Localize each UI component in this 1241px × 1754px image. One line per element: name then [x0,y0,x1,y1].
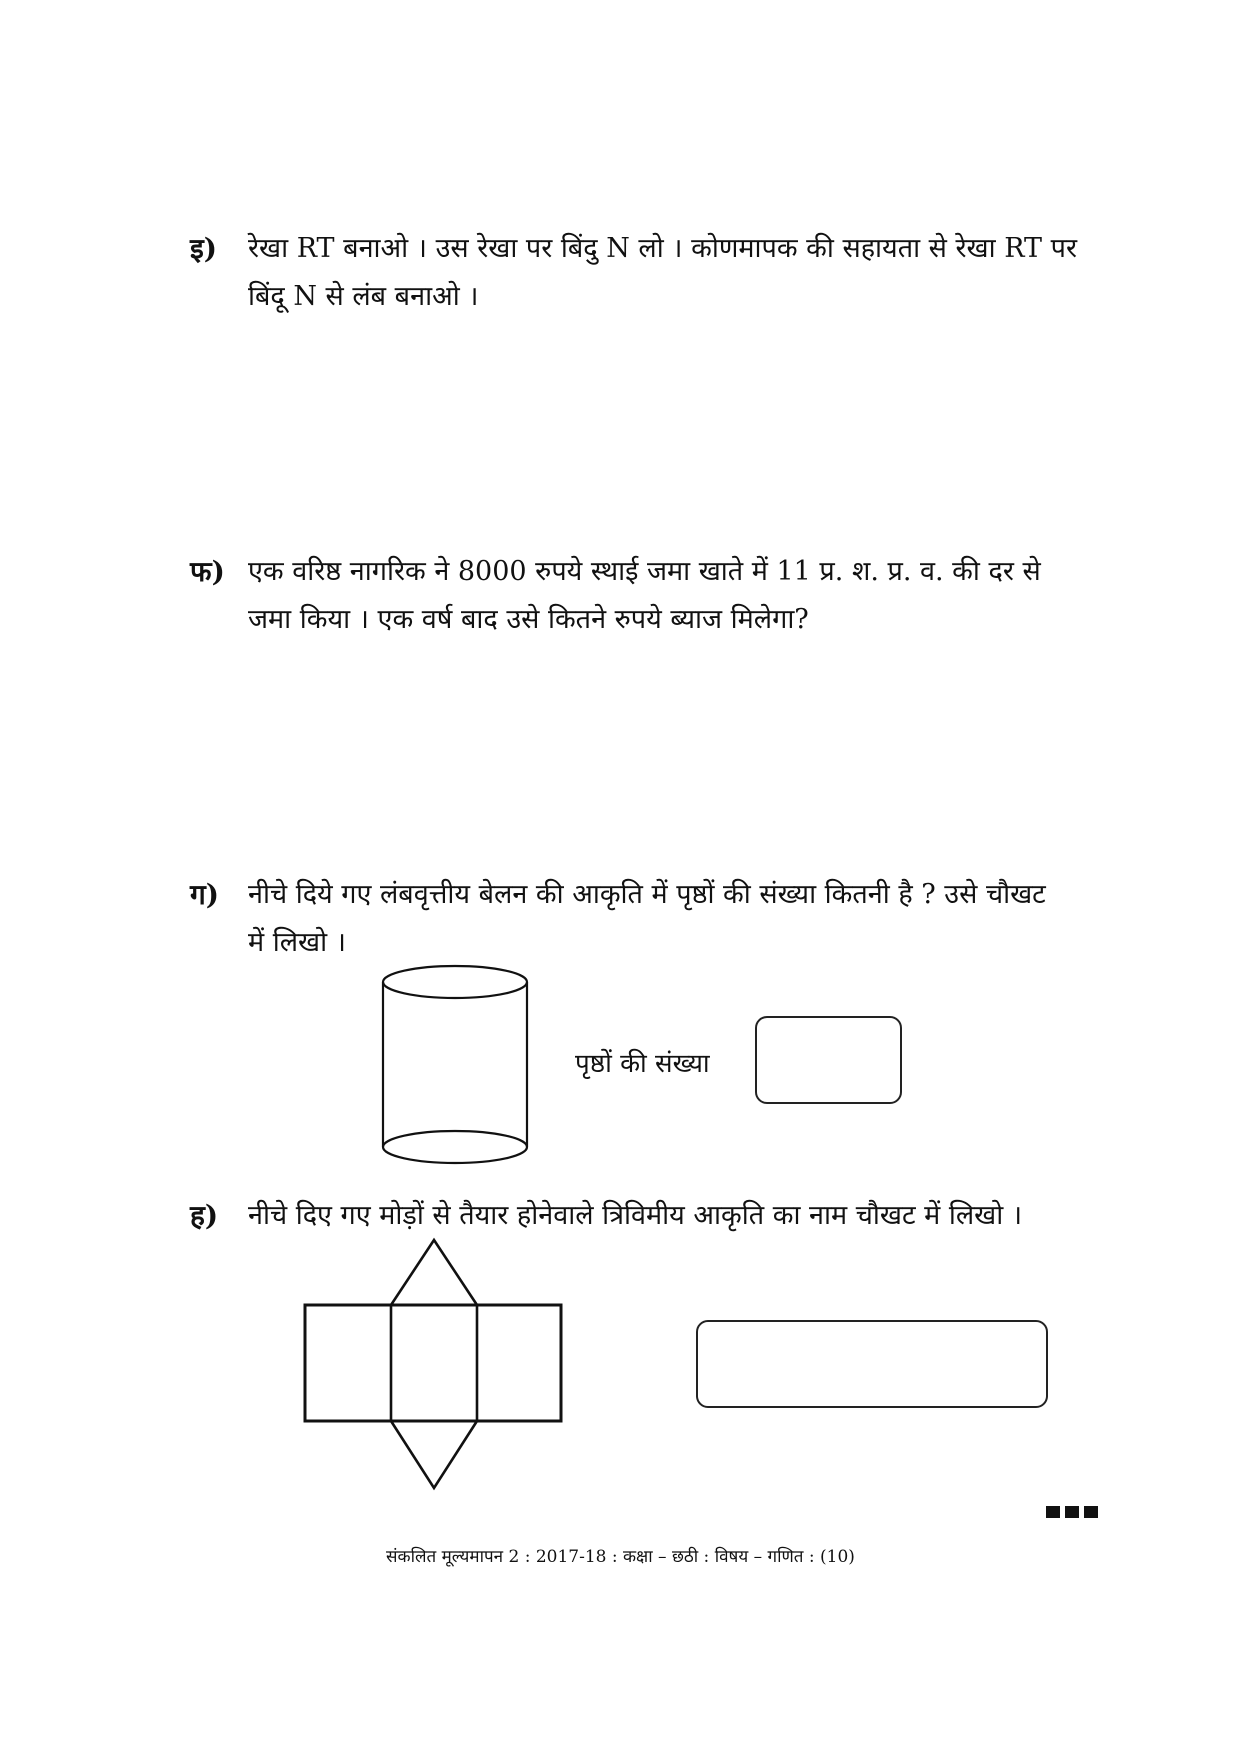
question-label: फ) [190,555,225,588]
net-top-triangle [391,1240,477,1305]
net-rectangles-outline [305,1305,561,1421]
question-text-line: नीचे दिये गए लंबवृत्तीय बेलन की आकृति में पृष्ठों की संख्या कितनी है ? उसे चौखट [248,879,1046,910]
question-text [248,225,1110,321]
faces-count-label: पृष्ठों की संख्या [575,1049,710,1079]
question-text [248,871,1110,967]
cylinder-top-ellipse [383,966,527,998]
end-mark [1065,1506,1079,1518]
question-label: इ) [190,232,217,265]
prism-net-figure [300,1236,566,1494]
cylinder-bottom-ellipse [383,1131,527,1163]
end-of-section-marks [1046,1506,1098,1518]
question-label: ह) [190,1199,219,1232]
question-text [248,1192,1110,1240]
net-bottom-triangle [391,1421,477,1488]
question-text-line: रेखा RT बनाओ । उस रेखा पर बिंदु N लो । कोणमापक की सहायता से रेखा RT पर [248,233,1078,264]
end-mark [1046,1506,1060,1518]
faces-count-answer-box[interactable] [755,1016,902,1104]
page-footer: संकलित मूल्यमापन 2 : 2017-18 : कक्षा – छठी : विषय – गणित : (10) [386,1547,855,1567]
question-text-line: बिंदू N से लंब बनाओ । [248,281,479,312]
cylinder-figure [375,960,535,1170]
question-text-line: एक वरिष्ठ नागरिक ने 8000 रुपये स्थाई जमा खाते में 11 प्र. श. प्र. व. की दर से [248,556,1041,587]
question-text-line: जमा किया । एक वर्ष बाद उसे कितने रुपये ब्याज मिलेगा? [248,604,809,635]
solid-name-answer-box[interactable] [696,1320,1048,1408]
question-text-line: नीचे दिए गए मोड़ों से तैयार होनेवाले त्रिविमीय आकृति का नाम चौखट में लिखो । [248,1200,1023,1231]
end-mark [1084,1506,1098,1518]
question-label: ग) [190,878,220,911]
question-text-line: में लिखो । [248,927,346,958]
question-text [248,548,1110,644]
